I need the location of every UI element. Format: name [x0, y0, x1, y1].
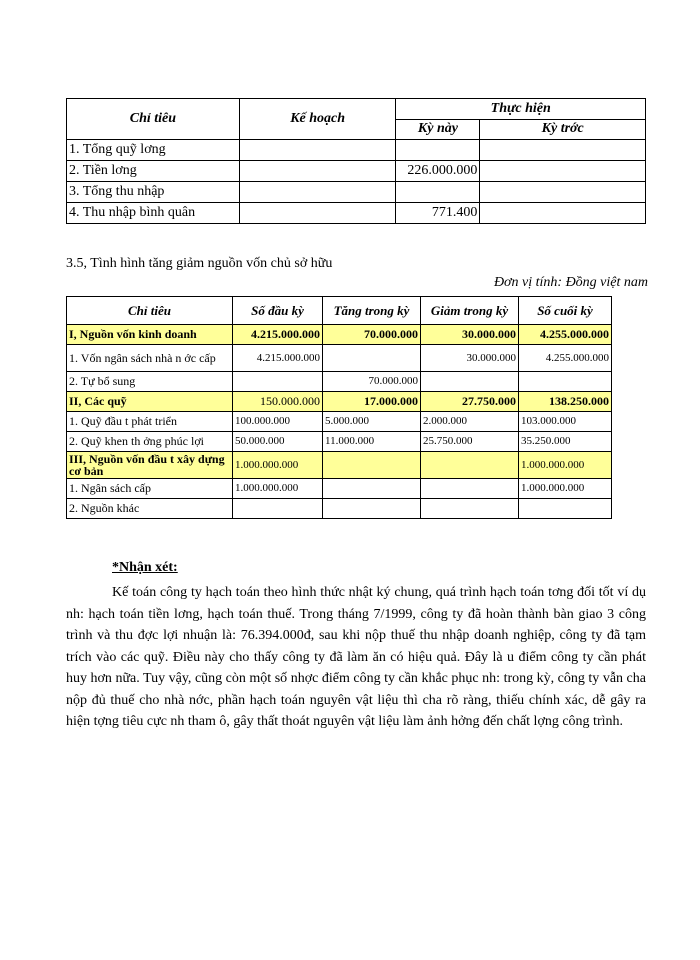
cell-ky-truoc [480, 140, 646, 161]
row-label: I, Nguồn vốn kinh doanh [67, 325, 233, 345]
row-label: 2. Quỹ khen th ởng phúc lợi [67, 432, 233, 452]
row-label: III, Nguồn vốn đầu t xây dựng cơ bản [67, 452, 233, 479]
cell-value [421, 479, 519, 499]
header-chi-tieu: Chỉ tiêu [67, 99, 240, 140]
cell-value: 11.000.000 [323, 432, 421, 452]
cell-value: 17.000.000 [323, 392, 421, 412]
remark-heading: *Nhận xét: [112, 560, 178, 575]
cell-value: 4.255.000.000 [519, 345, 612, 372]
cell-value: 4.215.000.000 [233, 325, 323, 345]
row-label: 2. Tự bổ sung [67, 372, 233, 392]
cell-ky-nay: 226.000.000 [396, 161, 480, 182]
table-row [67, 325, 612, 345]
row-label: 1. Ngân sách cấp [67, 479, 233, 499]
header-tang-trong-ky: Tăng trong kỳ [323, 297, 421, 325]
row-label: II, Các quỹ [67, 392, 233, 412]
equity-table [66, 296, 612, 519]
table-row [67, 432, 612, 452]
cell-value: 138.250.000 [519, 392, 612, 412]
cell-ke-hoach [239, 203, 396, 224]
cell-value: 4.215.000.000 [233, 345, 323, 372]
cell-value: 150.000.000 [233, 392, 323, 412]
cell-ky-truoc [480, 203, 646, 224]
table-row [67, 140, 646, 161]
cell-ky-truoc [480, 161, 646, 182]
section-title: 3.5, Tình hình tăng giảm nguồn vốn chủ sở hữu [66, 256, 333, 271]
cell-value: 4.255.000.000 [519, 325, 612, 345]
table-row [67, 203, 646, 224]
table-row [67, 345, 612, 372]
table-row [67, 182, 646, 203]
header-ky-truoc: Kỳ trớc [480, 119, 646, 140]
row-label: 1. Quỹ đầu t phát triển [67, 412, 233, 432]
cell-value: 1.000.000.000 [519, 452, 612, 479]
cell-value [323, 345, 421, 372]
cell-value [421, 499, 519, 519]
header-so-cuoi-ky: Số cuối kỳ [519, 297, 612, 325]
cell-value: 100.000.000 [233, 412, 323, 432]
cell-value: 1.000.000.000 [519, 479, 612, 499]
remark-body: Kế toán công ty hạch toán theo hình thức nhật ký chung, quá trình hạch toán tơng đối tốt ví dụ nh: hạch toán tiền lơng, hạch toán thuế. Trong tháng 7/1999, công ty đã hoàn thành bàn giao 3 công trình và thu đợc lợi nhuận là: 76.394.000đ, sau khi nộp thuế thu nhập doanh nghiệp, công ty đã tạm trích vào các quỹ. Điều này cho thấy công ty đã làm ăn có hiệu quả. Đây là u điểm công ty cần phát huy hơn nữa. Tuy vậy, cũng còn một số nhợc điểm công ty cần khắc phục nh: trong kỳ, công ty vẫn cha nộp đủ thuế cho nhà nớc, phần hạch toán nguyên vật liệu thì cha rõ ràng, thiếu chính xác, dễ gây ra hiện tợng tiêu cực nh tham ô, gây thất thoát nguyên vật liệu làm ảnh hởng đến chất lợng công trình. [66, 585, 646, 729]
header-chi-tieu: Chỉ tiêu [67, 297, 233, 325]
row-label: 4. Thu nhập bình quân [67, 203, 240, 224]
unit-label: Đơn vị tính: Đồng việt nam [493, 275, 648, 290]
cell-value: 2.000.000 [421, 412, 519, 432]
cell-value [421, 372, 519, 392]
cell-value: 70.000.000 [323, 325, 421, 345]
cell-value [323, 452, 421, 479]
table-row [67, 499, 612, 519]
cell-value: 5.000.000 [323, 412, 421, 432]
cell-value: 103.000.000 [519, 412, 612, 432]
cell-value: 70.000.000 [323, 372, 421, 392]
cell-value [519, 499, 612, 519]
row-label: 2. Tiền lơng [67, 161, 240, 182]
cell-ke-hoach [239, 140, 396, 161]
table-row [67, 452, 612, 479]
cell-ky-nay [396, 140, 480, 161]
cell-value: 27.750.000 [421, 392, 519, 412]
cell-value [519, 372, 612, 392]
salary-table [66, 98, 646, 224]
table-row [67, 412, 612, 432]
cell-value [421, 452, 519, 479]
cell-value: 30.000.000 [421, 325, 519, 345]
cell-value [233, 499, 323, 519]
cell-ke-hoach [239, 182, 396, 203]
row-label: 3. Tổng thu nhập [67, 182, 240, 203]
row-label: 2. Nguồn khác [67, 499, 233, 519]
header-so-dau-ky: Số đầu kỳ [233, 297, 323, 325]
cell-value: 50.000.000 [233, 432, 323, 452]
cell-ky-nay [396, 182, 480, 203]
cell-value [233, 372, 323, 392]
row-label: 1. Vốn ngân sách nhà n ớc cấp [67, 345, 233, 372]
cell-ky-truoc [480, 182, 646, 203]
table-row [67, 392, 612, 412]
cell-value [323, 499, 421, 519]
cell-ky-nay: 771.400 [396, 203, 480, 224]
table-row [67, 372, 612, 392]
header-ky-nay: Kỳ này [396, 119, 480, 140]
cell-value: 35.250.000 [519, 432, 612, 452]
row-label: 1. Tổng quỹ lơng [67, 140, 240, 161]
cell-ke-hoach [239, 161, 396, 182]
cell-value: 1.000.000.000 [233, 452, 323, 479]
table-row [67, 479, 612, 499]
header-thuc-hien: Thực hiện [396, 99, 646, 120]
header-ke-hoach: Kế hoạch [239, 99, 396, 140]
header-giam-trong-ky: Giảm trong kỳ [421, 297, 519, 325]
cell-value: 1.000.000.000 [233, 479, 323, 499]
cell-value: 30.000.000 [421, 345, 519, 372]
cell-value: 25.750.000 [421, 432, 519, 452]
cell-value [323, 479, 421, 499]
table-row [67, 161, 646, 182]
